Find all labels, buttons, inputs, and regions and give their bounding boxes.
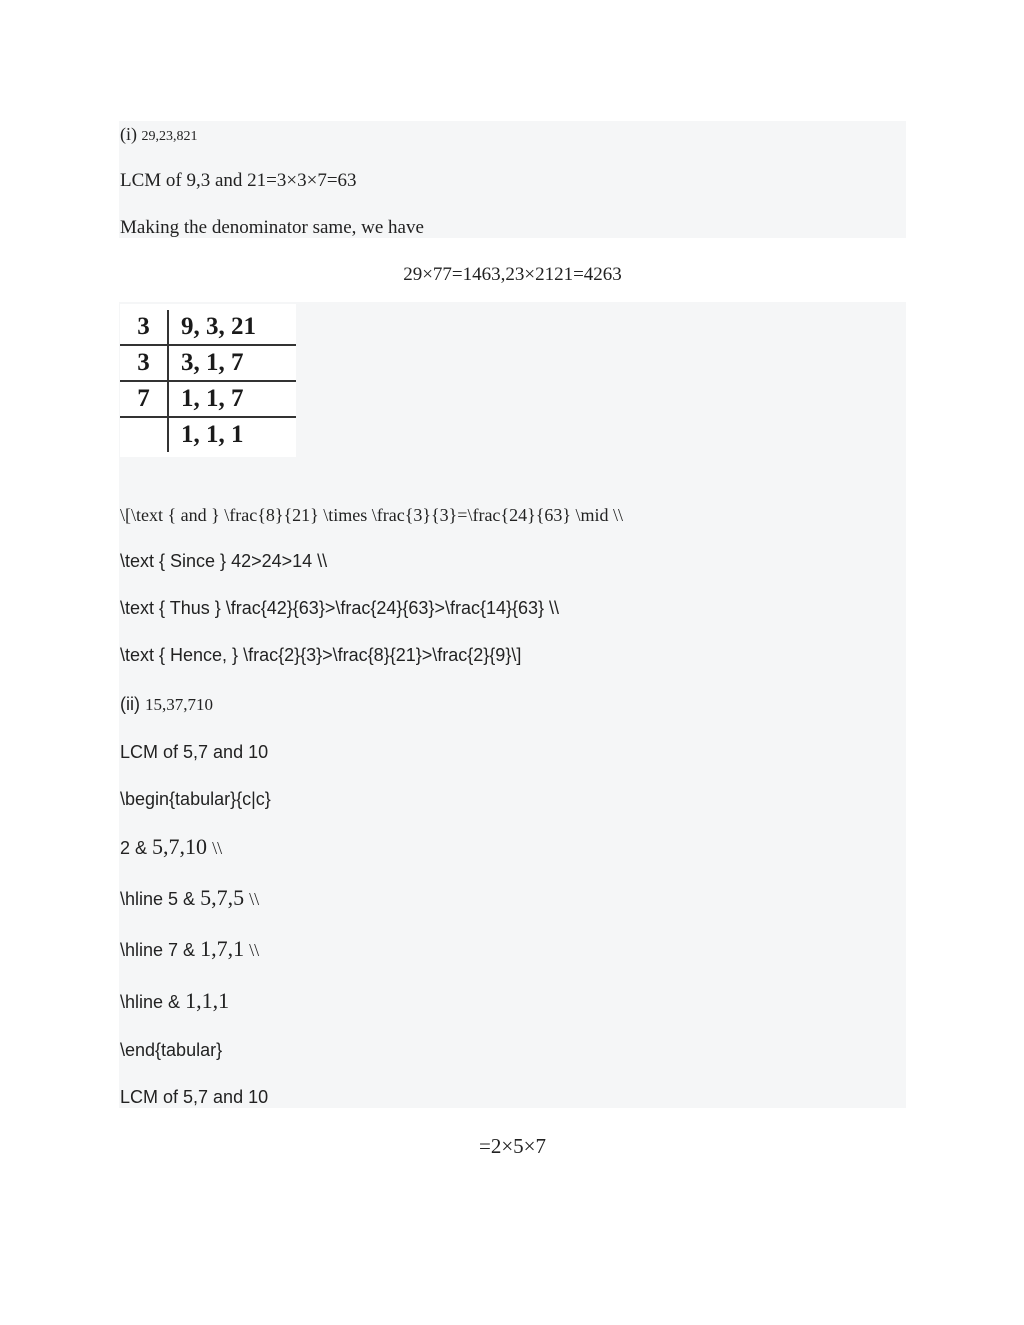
part-ii-lcm-text: LCM of 5,7 and 10 (120, 742, 269, 762)
tabular-row-suffix: \\ (249, 940, 260, 960)
tabular-row-4 (120, 990, 229, 1012)
tabular-row-1 (120, 836, 222, 858)
tabular-row-2 (120, 887, 259, 909)
latex-hence-line: \text { Hence, } \frac{2}{3}>\frac{8}{21}>\frac{2}{9}\] (120, 645, 522, 665)
tabular-row-suffix: \\ (249, 889, 260, 909)
part-ii-label: (ii) (120, 694, 140, 714)
tabular-row-prefix: \hline 5 & (120, 889, 196, 909)
tabular-row-3 (120, 938, 259, 960)
part-i-denominator-text: Making the denominator same, we have (120, 217, 424, 238)
values-cell: 3, 1, 7 (168, 345, 296, 381)
divisor-cell: 3 (120, 310, 168, 345)
tabular-row-values: 1,7,1 (200, 936, 245, 961)
values-cell: 1, 1, 1 (181, 421, 244, 448)
division-table-image (120, 304, 296, 457)
values-cell: 1, 1, 7 (168, 381, 296, 417)
values-cell: 9, 3, 21 (168, 310, 296, 345)
divisor-cell: 3 (120, 345, 168, 381)
part-i-fractions: 29,23,821 (141, 129, 198, 144)
division-table-row (120, 345, 296, 381)
latex-thus-line: \text { Thus } \frac{42}{63}>\frac{24}{63}>\frac{14}{63} \\ (120, 598, 560, 618)
tabular-row-values: 5,7,5 (200, 885, 245, 910)
tabular-row-prefix: \hline 7 & (120, 940, 196, 960)
part-ii-result: =2×5×7 (478, 1134, 547, 1158)
tabular-row-prefix: 2 & (120, 838, 148, 858)
divisor-cell (120, 417, 168, 452)
latex-since-line: \text { Since } 42>24>14 \\ (120, 551, 328, 571)
end-tabular-line: \end{tabular} (120, 1040, 223, 1060)
division-table (120, 310, 296, 452)
begin-tabular-line: \begin{tabular}{c|c} (120, 789, 271, 809)
part-ii-heading (120, 695, 213, 713)
tabular-row-values: 1,1,1 (185, 988, 230, 1013)
tabular-row-values: 5,7,10 (152, 834, 208, 859)
part-ii-fractions: 15,37,710 (145, 695, 214, 714)
part-ii-lcm-text-2: LCM of 5,7 and 10 (120, 1087, 269, 1107)
division-table-row (120, 310, 296, 345)
part-i-equation: 29×77=1463,23×2121=4263 (403, 264, 622, 285)
part-i-lcm-text: LCM of 9,3 and 21=3×3×7=63 (120, 170, 357, 191)
division-table-row (120, 417, 296, 452)
part-i-heading (120, 125, 198, 144)
divisor-cell: 7 (120, 381, 168, 417)
latex-and-line: \[\text { and } \frac{8}{21} \times \frac{3}{3}=\frac{24}{63} \mid \\ (120, 505, 623, 525)
division-table-row (120, 381, 296, 417)
part-i-label: (i) (120, 124, 137, 144)
tabular-row-suffix: \\ (212, 838, 223, 858)
tabular-row-prefix: \hline & (120, 992, 181, 1012)
